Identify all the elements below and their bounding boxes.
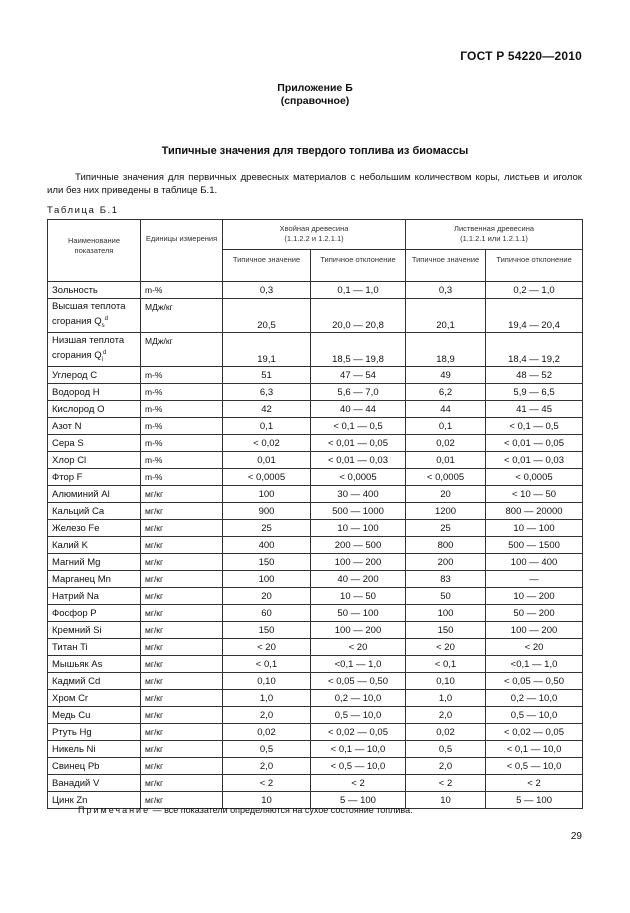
table-row [48,758,583,775]
coniferous-deviation-cell: < 0,01 — 0,03 [311,452,406,469]
coniferous-typical-cell: 2,0 [223,707,311,724]
deciduous-typical-cell: < 20 [406,639,486,656]
header-deciduous-label: Лиственная древесина [454,224,535,233]
deciduous-typical-cell: 0,02 [406,435,486,452]
indicator-text: Кремний Si [52,624,102,636]
coniferous-typical-cell: 100 [223,571,311,588]
indicator-text: Сера S [52,437,84,449]
table-row [48,384,583,401]
table-row [48,435,583,452]
indicator-text: Натрий Na [52,590,99,602]
header-indicator: Наименование показателя [48,220,141,282]
deciduous-deviation-cell: 800 — 20000 [486,503,583,520]
deciduous-deviation-cell: 5 — 100 [486,792,583,809]
table-row [48,452,583,469]
biomass-values-table [47,219,583,809]
table-row [48,707,583,724]
indicator-name [48,282,141,299]
table-row [48,775,583,792]
header-deciduous-ref: (1.1.2.1 или 1.2.1.1) [460,234,528,243]
deciduous-typical-cell: 50 [406,588,486,605]
table-row [48,537,583,554]
unit-cell: m-% [141,418,223,435]
deciduous-typical-cell: 2,0 [406,707,486,724]
deciduous-typical-cell: 200 [406,554,486,571]
indicator-name [48,656,141,673]
coniferous-typical-cell: 150 [223,554,311,571]
indicator-text: Кадмий Cd [52,675,101,687]
coniferous-typical-cell: 42 [223,401,311,418]
indicator-text: Ванадий V [52,777,100,789]
table-row [48,741,583,758]
deciduous-typical-cell: 1,0 [406,690,486,707]
table-row [48,605,583,622]
coniferous-deviation-cell: 18,5 — 19,8 [311,333,406,367]
header-typical-1: Типичное значение [223,250,311,282]
coniferous-typical-cell: 900 [223,503,311,520]
deciduous-typical-cell: 10 [406,792,486,809]
indicator-text: Магний Mg [52,556,101,568]
deciduous-deviation-cell: < 0,1 — 10,0 [486,741,583,758]
unit-cell: МДж/кг [141,333,223,367]
deciduous-typical-cell: 6,2 [406,384,486,401]
coniferous-typical-cell: 2,0 [223,758,311,775]
coniferous-typical-cell: 19,1 [223,333,311,367]
deciduous-deviation-cell: < 10 — 50 [486,486,583,503]
coniferous-typical-cell: 0,5 [223,741,311,758]
coniferous-typical-cell: 1,0 [223,690,311,707]
table-row [48,520,583,537]
deciduous-deviation-cell: 50 — 200 [486,605,583,622]
coniferous-typical-cell: 0,1 [223,418,311,435]
indicator-text: Низшая теплота сгорания Q [52,335,125,362]
table-row [48,571,583,588]
deciduous-deviation-cell: < 0,01 — 0,03 [486,452,583,469]
indicator-text: Ртуть Hg [52,726,92,738]
unit-cell: m-% [141,452,223,469]
coniferous-typical-cell: 100 [223,486,311,503]
deciduous-deviation-cell: 0,2 — 10,0 [486,690,583,707]
indicator-name [48,690,141,707]
deciduous-deviation-cell: < 20 [486,639,583,656]
deciduous-typical-cell: 1200 [406,503,486,520]
deciduous-deviation-cell: < 0,02 — 0,05 [486,724,583,741]
indicator-text: Алюминий Al [52,488,110,500]
coniferous-deviation-cell: 20,0 — 20,8 [311,299,406,333]
appendix-type: (справочное) [280,95,350,107]
coniferous-deviation-cell: < 0,01 — 0,05 [311,435,406,452]
indicator-text: Медь Cu [52,709,91,721]
indicator-superscript: d [102,350,107,357]
deciduous-deviation-cell: < 0,1 — 0,5 [486,418,583,435]
coniferous-typical-cell: 25 [223,520,311,537]
table-row [48,418,583,435]
unit-cell: мг/кг [141,571,223,588]
indicator-subscript: i [101,357,103,364]
coniferous-deviation-cell: 0,1 — 1,0 [311,282,406,299]
intro-paragraph: Типичные значения для первичных древесных материалов с небольшим количеством коры, листьев и иголок или без них приведены в таблице Б.1. [47,172,582,196]
indicator-name [48,537,141,554]
coniferous-deviation-cell: 5 — 100 [311,792,406,809]
deciduous-typical-cell: 150 [406,622,486,639]
unit-cell: МДж/кг [141,299,223,333]
table-row [48,486,583,503]
coniferous-deviation-cell: 50 — 100 [311,605,406,622]
coniferous-deviation-cell: 500 — 1000 [311,503,406,520]
deciduous-typical-cell: 20 [406,486,486,503]
deciduous-typical-cell: 0,02 [406,724,486,741]
deciduous-deviation-cell: 10 — 200 [486,588,583,605]
deciduous-typical-cell: 83 [406,571,486,588]
unit-cell: m-% [141,384,223,401]
header-coniferous-label: Хвойная древесина [279,224,349,233]
indicator-name [48,486,141,503]
header-units: Единицы измерения [141,220,223,282]
coniferous-deviation-cell: 40 — 44 [311,401,406,418]
coniferous-typical-cell: 51 [223,367,311,384]
table-body [48,282,583,809]
header-deviation-2: Типичное отклонение [486,250,583,282]
deciduous-deviation-cell: 5,9 — 6,5 [486,384,583,401]
deciduous-deviation-cell: < 0,05 — 0,50 [486,673,583,690]
indicator-name [48,435,141,452]
unit-cell: мг/кг [141,486,223,503]
table-row [48,639,583,656]
deciduous-typical-cell: 18,9 [406,333,486,367]
unit-cell: m-% [141,469,223,486]
page-number: 29 [570,831,582,842]
indicator-text: Углерод C [52,369,98,381]
deciduous-deviation-cell: 100 — 400 [486,554,583,571]
deciduous-typical-cell: 2,0 [406,758,486,775]
coniferous-deviation-cell: 10 — 100 [311,520,406,537]
coniferous-deviation-cell: 200 — 500 [311,537,406,554]
coniferous-deviation-cell: 100 — 200 [311,622,406,639]
header-deciduous [406,220,583,250]
coniferous-typical-cell: 20,5 [223,299,311,333]
deciduous-deviation-cell: 19,4 — 20,4 [486,299,583,333]
deciduous-typical-cell: 800 [406,537,486,554]
unit-cell: мг/кг [141,588,223,605]
table-row [48,282,583,299]
table-note [78,805,413,815]
indicator-text: Свинец Pb [52,760,100,772]
indicator-text: Хром Cr [52,692,89,704]
coniferous-deviation-cell: <0,1 — 1,0 [311,656,406,673]
indicator-superscript: d [104,316,108,322]
unit-cell: мг/кг [141,724,223,741]
indicator-text: Никель Ni [52,743,96,755]
deciduous-typical-cell: 100 [406,605,486,622]
coniferous-typical-cell: < 0,0005 [223,469,311,486]
deciduous-deviation-cell: 100 — 200 [486,622,583,639]
coniferous-deviation-cell: < 0,02 — 0,05 [311,724,406,741]
deciduous-deviation-cell: 0,2 — 1,0 [486,282,583,299]
coniferous-deviation-cell: 30 — 400 [311,486,406,503]
unit-cell: мг/кг [141,775,223,792]
indicator-text: Марганец Mn [52,573,111,585]
deciduous-typical-cell: 0,10 [406,673,486,690]
unit-cell: мг/кг [141,690,223,707]
unit-cell: мг/кг [141,605,223,622]
unit-cell: мг/кг [141,792,223,809]
deciduous-deviation-cell: < 0,01 — 0,05 [486,435,583,452]
deciduous-deviation-cell: < 0,5 — 10,0 [486,758,583,775]
coniferous-typical-cell: 20 [223,588,311,605]
indicator-name [48,639,141,656]
deciduous-deviation-cell: — [486,571,583,588]
unit-cell: мг/кг [141,673,223,690]
deciduous-deviation-cell: < 2 [486,775,583,792]
table-row [48,656,583,673]
coniferous-typical-cell: 0,3 [223,282,311,299]
unit-cell: мг/кг [141,656,223,673]
table-row [48,469,583,486]
table-row [48,690,583,707]
table-row [48,622,583,639]
indicator-name [48,554,141,571]
unit-cell: мг/кг [141,707,223,724]
coniferous-deviation-cell: 10 — 50 [311,588,406,605]
coniferous-deviation-cell: 47 — 54 [311,367,406,384]
indicator-name [48,741,141,758]
indicator-name [48,333,141,367]
unit-cell: m-% [141,282,223,299]
unit-cell: m-% [141,435,223,452]
coniferous-typical-cell: 60 [223,605,311,622]
unit-cell: мг/кг [141,537,223,554]
table-row [48,299,583,333]
indicator-text: Фтор F [52,471,83,483]
deciduous-deviation-cell: 0,5 — 10,0 [486,707,583,724]
indicator-name [48,520,141,537]
table-row [48,333,583,367]
indicator-subscript: s [101,323,105,330]
deciduous-typical-cell: 25 [406,520,486,537]
coniferous-deviation-cell: 5,6 — 7,0 [311,384,406,401]
indicator-name [48,622,141,639]
coniferous-typical-cell: < 2 [223,775,311,792]
coniferous-typical-cell: 6,3 [223,384,311,401]
header-deviation-1: Типичное отклонение [311,250,406,282]
unit-cell: мг/кг [141,622,223,639]
indicator-text: Хлор Cl [52,454,87,466]
appendix-heading [0,82,630,108]
note-label: Примечание [78,805,151,815]
deciduous-deviation-cell: 18,4 — 19,2 [486,333,583,367]
coniferous-deviation-cell: < 0,1 — 10,0 [311,741,406,758]
indicator-name [48,673,141,690]
header-coniferous-ref: (1.1.2.2 и 1.2.1.1) [284,234,344,243]
indicator-text: Калий K [52,539,88,551]
coniferous-typical-cell: 0,01 [223,452,311,469]
indicator-name [48,724,141,741]
coniferous-deviation-cell: 0,2 — 10,0 [311,690,406,707]
table-row [48,503,583,520]
coniferous-deviation-cell: < 0,5 — 10,0 [311,758,406,775]
coniferous-typical-cell: 10 [223,792,311,809]
table-caption: Таблица Б.1 [47,205,119,216]
indicator-text: Зольность [52,284,98,296]
header-typical-2: Типичное значение [406,250,486,282]
indicator-text: Кислород O [52,403,105,415]
coniferous-deviation-cell: 100 — 200 [311,554,406,571]
indicator-name [48,588,141,605]
coniferous-typical-cell: < 0,02 [223,435,311,452]
deciduous-deviation-cell: 41 — 45 [486,401,583,418]
unit-cell: мг/кг [141,520,223,537]
table-row [48,588,583,605]
deciduous-typical-cell: 0,5 [406,741,486,758]
deciduous-deviation-cell: 500 — 1500 [486,537,583,554]
deciduous-typical-cell: 0,1 [406,418,486,435]
unit-cell: мг/кг [141,503,223,520]
indicator-name [48,384,141,401]
deciduous-typical-cell: 44 [406,401,486,418]
indicator-name [48,401,141,418]
coniferous-typical-cell: < 0,1 [223,656,311,673]
deciduous-typical-cell: 0,3 [406,282,486,299]
table-row [48,401,583,418]
indicator-text: Фосфор P [52,607,97,619]
coniferous-typical-cell: 150 [223,622,311,639]
coniferous-deviation-cell: < 0,05 — 0,50 [311,673,406,690]
indicator-text: Железо Fe [52,522,100,534]
indicator-name [48,418,141,435]
unit-cell: m-% [141,401,223,418]
coniferous-deviation-cell: < 0,1 — 0,5 [311,418,406,435]
coniferous-typical-cell: 0,02 [223,724,311,741]
deciduous-typical-cell: 0,01 [406,452,486,469]
indicator-text: Мышьяк As [52,658,103,670]
coniferous-typical-cell: 0,10 [223,673,311,690]
coniferous-typical-cell: 400 [223,537,311,554]
table-row [48,367,583,384]
indicator-name [48,605,141,622]
deciduous-typical-cell: 49 [406,367,486,384]
indicator-name [48,758,141,775]
indicator-name [48,469,141,486]
appendix-title: Приложение Б [277,82,353,94]
indicator-name [48,707,141,724]
deciduous-deviation-cell: 48 — 52 [486,367,583,384]
indicator-text: Водород H [52,386,100,398]
indicator-text: Цинк Zn [52,794,88,806]
indicator-name [48,503,141,520]
section-title: Типичные значения для твердого топлива из биомассы [161,145,469,157]
indicator-name [48,571,141,588]
deciduous-typical-cell: 20,1 [406,299,486,333]
table-row [48,724,583,741]
indicator-name [48,299,141,333]
coniferous-deviation-cell: 40 — 200 [311,571,406,588]
unit-cell: m-% [141,367,223,384]
indicator-text: Высшая теплота сгорания Q [52,301,126,328]
coniferous-deviation-cell: < 0,0005 [311,469,406,486]
note-text: — все показатели определяются на сухое состояние топлива. [150,805,413,815]
indicator-text: Титан Ti [52,641,88,653]
deciduous-deviation-cell: 10 — 100 [486,520,583,537]
deciduous-typical-cell: < 0,1 [406,656,486,673]
deciduous-typical-cell: < 0,0005 [406,469,486,486]
indicator-text: Азот N [52,420,82,432]
deciduous-typical-cell: < 2 [406,775,486,792]
unit-cell: мг/кг [141,741,223,758]
coniferous-typical-cell: < 20 [223,639,311,656]
indicator-name [48,775,141,792]
indicator-name [48,367,141,384]
unit-cell: мг/кг [141,554,223,571]
header-coniferous [223,220,406,250]
unit-cell: мг/кг [141,639,223,656]
table-row [48,673,583,690]
coniferous-deviation-cell: < 20 [311,639,406,656]
deciduous-deviation-cell: < 0,0005 [486,469,583,486]
standard-number: ГОСТ Р 54220—2010 [460,49,582,63]
indicator-name [48,452,141,469]
coniferous-deviation-cell: 0,5 — 10,0 [311,707,406,724]
unit-cell: мг/кг [141,758,223,775]
table-row [48,554,583,571]
deciduous-deviation-cell: <0,1 — 1,0 [486,656,583,673]
indicator-text: Кальций Ca [52,505,105,517]
coniferous-deviation-cell: < 2 [311,775,406,792]
